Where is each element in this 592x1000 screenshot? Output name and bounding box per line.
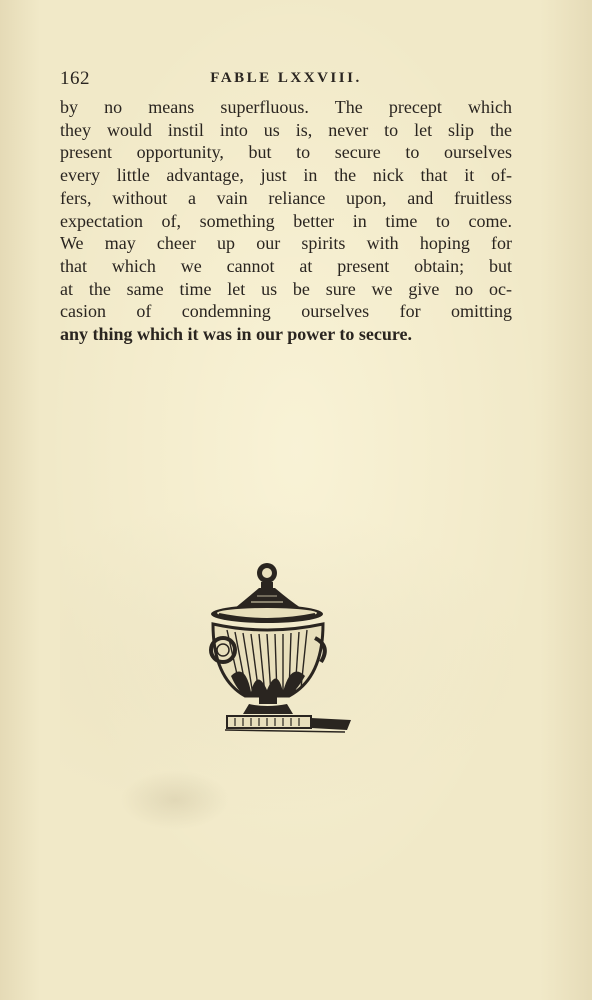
text-line: present opportunity, but to secure to ourselves bbox=[60, 142, 512, 163]
text-line: We may cheer up our spirits with hoping for bbox=[60, 233, 512, 254]
text-line: that which we cannot at present obtain; but bbox=[60, 255, 512, 276]
page-number: 162 bbox=[60, 68, 90, 89]
running-title: FABLE LXXVIII. bbox=[210, 70, 362, 86]
urn-icon bbox=[205, 558, 355, 744]
paper-stain bbox=[120, 770, 230, 830]
text-line: fers, without a vain reliance upon, and fruitless bbox=[60, 187, 512, 208]
text-line: casion of condemning ourselves for omitting bbox=[60, 301, 512, 322]
page-header bbox=[60, 68, 512, 90]
text-line: every little advantage, just in the nick that it of- bbox=[60, 165, 512, 186]
text-line: expectation of, something better in time to come. bbox=[60, 210, 512, 231]
body-paragraph bbox=[60, 96, 512, 346]
text-line: any thing which it was in our power to secure. bbox=[60, 324, 413, 345]
text-line: they would instil into us is, never to let slip the bbox=[60, 119, 512, 140]
text-line: at the same time let us be sure we give no oc- bbox=[60, 278, 512, 299]
text-line: by no means superfluous. The precept which bbox=[60, 97, 512, 117]
